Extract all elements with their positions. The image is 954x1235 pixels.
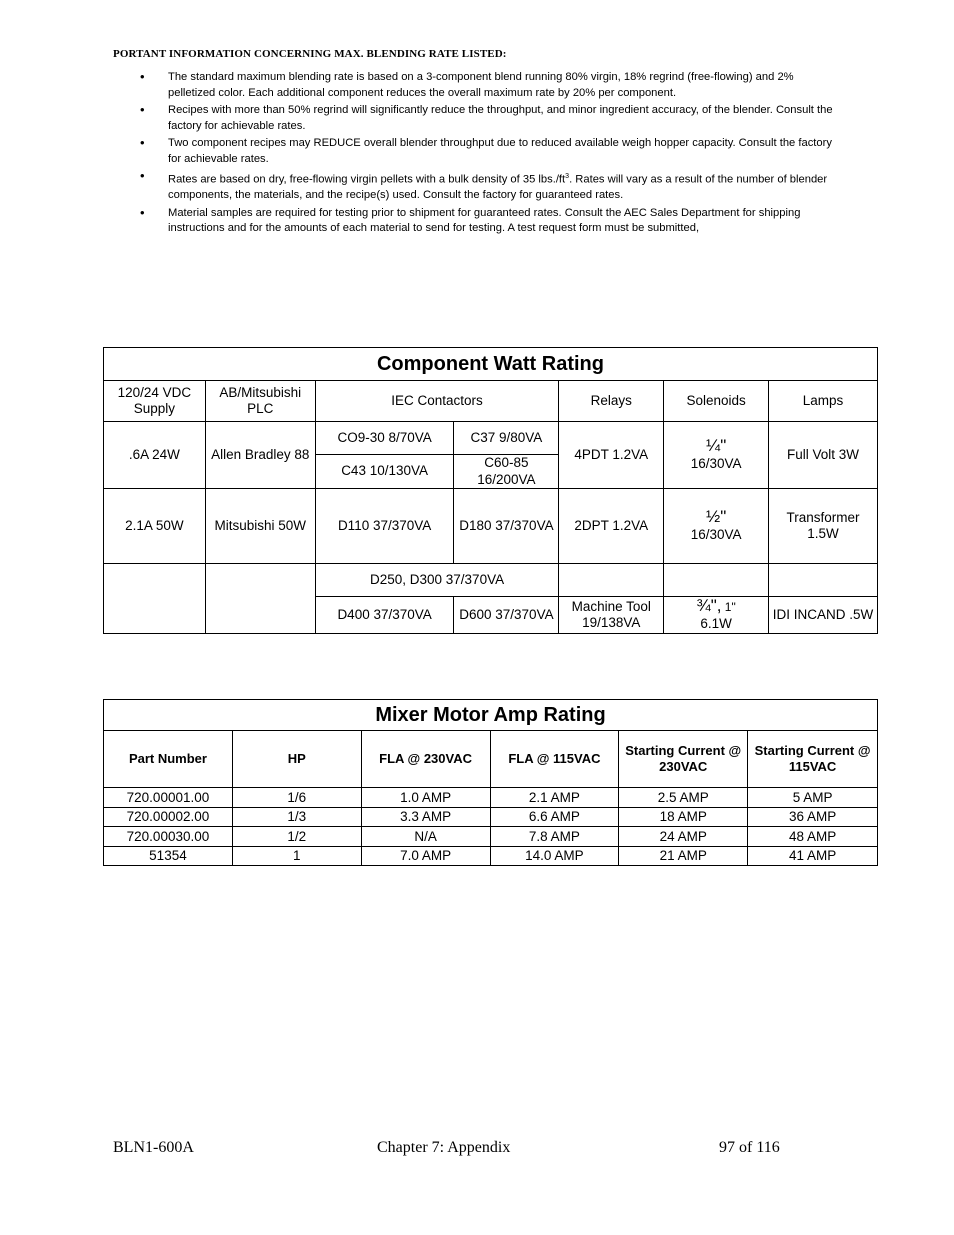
table-cell: D600 37/370VA [454, 597, 559, 634]
column-header: FLA @ 115VAC [490, 731, 619, 788]
list-item: • The standard maximum blending rate is based on a 3-component blend running 80% virgin, 18% regrind (free-flowing) and 2% pelletized color. Each additional component reduces the overall maximum rate by 20% per component. [140, 69, 794, 99]
table-cell: 2.1A 50W [104, 489, 206, 564]
table-cell: Transformer 1.5W [769, 489, 878, 564]
table-cell: IDI INCAND .5W [769, 597, 878, 634]
table-cell: 2.1 AMP [490, 788, 619, 808]
table-cell: ¾", 1" 6.1W [664, 597, 769, 634]
table-cell: 720.00001.00 [104, 788, 233, 808]
table-title: Component Watt Rating [104, 348, 878, 381]
table-cell: C37 9/80VA [454, 422, 559, 455]
table-row [104, 846, 878, 866]
list-item: • Material samples are required for testing prior to shipment for guaranteed rates. Consult the AEC Sales Department for shipping instructions and for the amounts of each material to send for testing. A test request form must be submitted, [140, 204, 801, 235]
table-cell: 14.0 AMP [490, 846, 619, 866]
footer-chapter: Chapter 7: Appendix [377, 1139, 511, 1156]
table-cell: 7.0 AMP [361, 846, 490, 866]
table-cell: 1 [232, 846, 361, 866]
table-cell: 7.8 AMP [490, 827, 619, 847]
table-cell: 1/6 [232, 788, 361, 808]
bullet-icon: • [140, 69, 145, 84]
bullet-icon: • [140, 204, 145, 220]
table-cell: D250, D300 37/370VA [315, 564, 559, 597]
bullet-icon: • [140, 135, 145, 150]
table-cell: D400 37/370VA [315, 597, 454, 634]
table-cell: .6A 24W [104, 422, 206, 489]
table-cell: 3.3 AMP [361, 807, 490, 827]
table-cell: 4PDT 1.2VA [559, 422, 664, 489]
table-row [104, 807, 878, 827]
table-cell: 5 AMP [748, 788, 878, 808]
list-item: • Recipes with more than 50% regrind will significantly reduce the throughput, and minor ingredient accuracy, of the blender. Consult the factory for achievable rates. [140, 102, 833, 132]
table-cell: Allen Bradley 88 [205, 422, 315, 489]
table-cell: 36 AMP [748, 807, 878, 827]
table-cell: 6.6 AMP [490, 807, 619, 827]
table-title: Mixer Motor Amp Rating [104, 700, 878, 731]
component-watt-table [103, 347, 878, 634]
table-cell: Machine Tool 19/138VA [559, 597, 664, 634]
list-item: • Rates are based on dry, free-flowing virgin pellets with a bulk density of 35 $lbs./ft^3$. Rates will vary as a result of the number of blender components, the materials, and the recipe(s) used. Consult the factory for guaranteed rates. [140, 168, 828, 202]
footer-page-number: 97 of 116 [719, 1139, 780, 1156]
table-cell: Full Volt 3W [769, 422, 878, 489]
notice-heading: PORTANT INFORMATION CONCERNING MAX. BLENDING RATE LISTED: [113, 48, 507, 60]
footer-doc-id: BLN1-600A [113, 1139, 194, 1156]
table-cell: 720.00002.00 [104, 807, 233, 827]
bullet-icon: • [140, 102, 145, 117]
column-header: AB/Mitsubishi PLC [205, 381, 315, 422]
table-cell: C43 10/130VA [315, 455, 454, 489]
notice-bullets [140, 70, 840, 239]
table-cell [205, 564, 315, 634]
table-cell: 1.0 AMP [361, 788, 490, 808]
table-cell [769, 564, 878, 597]
table-cell [104, 564, 206, 634]
table-cell: 21 AMP [619, 846, 748, 866]
table-cell: N/A [361, 827, 490, 847]
table-cell: ¼" 16/30VA [664, 422, 769, 489]
table-cell: Mitsubishi 50W [205, 489, 315, 564]
table-cell: 51354 [104, 846, 233, 866]
column-header: Solenoids [664, 381, 769, 422]
column-header: IEC Contactors [315, 381, 559, 422]
table-cell: 18 AMP [619, 807, 748, 827]
column-header: 120/24 VDC Supply [104, 381, 206, 422]
table-cell: 720.00030.00 [104, 827, 233, 847]
column-header: HP [232, 731, 361, 788]
table-cell: 41 AMP [748, 846, 878, 866]
table-cell: 1/2 [232, 827, 361, 847]
table-cell: D180 37/370VA [454, 489, 559, 564]
column-header: FLA @ 230VAC [361, 731, 490, 788]
table-cell: D110 37/370VA [315, 489, 454, 564]
table-cell: 48 AMP [748, 827, 878, 847]
column-header: Relays [559, 381, 664, 422]
table-cell: 24 AMP [619, 827, 748, 847]
list-item: • Two component recipes may REDUCE overall blender throughput due to reduced available weigh hopper capacity. Consult the factory for achievable rates. [140, 135, 832, 165]
table-cell: 2DPT 1.2VA [559, 489, 664, 564]
table-cell: 1/3 [232, 807, 361, 827]
table-cell: C60-85 16/200VA [454, 455, 559, 489]
table-cell [559, 564, 664, 597]
column-header: Part Number [104, 731, 233, 788]
table-cell: 2.5 AMP [619, 788, 748, 808]
column-header: Starting Current @ 115VAC [748, 731, 878, 788]
table-cell [664, 564, 769, 597]
mixer-motor-amp-table [103, 699, 878, 866]
column-header: Starting Current @ 230VAC [619, 731, 748, 788]
column-header: Lamps [769, 381, 878, 422]
table-cell: CO9-30 8/70VA [315, 422, 454, 455]
table-row [104, 788, 878, 808]
table-cell: ½" 16/30VA [664, 489, 769, 564]
bullet-icon: • [140, 168, 145, 183]
table-row [104, 827, 878, 847]
